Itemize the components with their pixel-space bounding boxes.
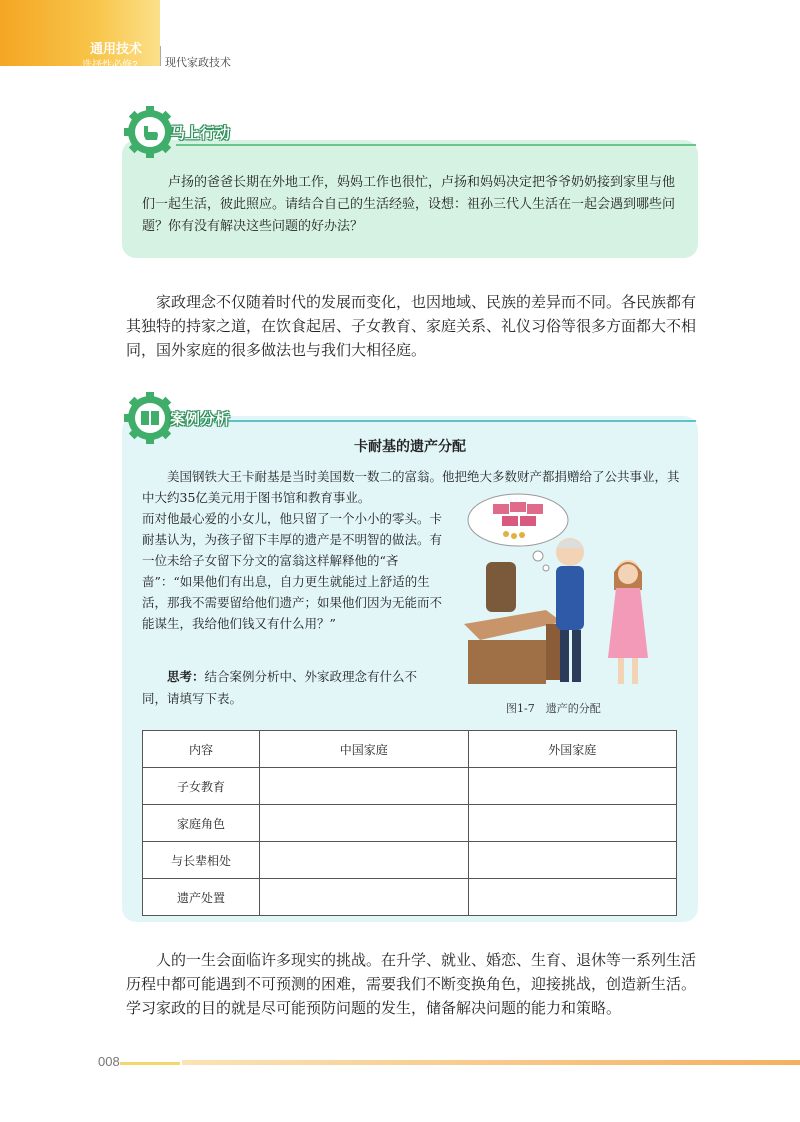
book-title: 通用技术 bbox=[90, 41, 143, 56]
figure-caption: 图1-7 遗产的分配 bbox=[506, 702, 601, 715]
comparison-table bbox=[142, 730, 677, 916]
case-title: 卡耐基的遗产分配 bbox=[354, 438, 466, 454]
case-section-title: 案例分析 bbox=[170, 410, 231, 428]
row-label: 子女教育 bbox=[143, 768, 260, 805]
volume-label: 选择性必修2 bbox=[82, 60, 138, 71]
action-title-underline bbox=[176, 144, 696, 146]
action-text: 卢扬的爸爸长期在外地工作，妈妈工作也很忙，卢扬和妈妈决定把爷爷奶奶接到家里与他们一起生活，彼此照应。请结合自己的生活经验，设想：祖孙三代人生活在一起会遇到哪些问题？你有没有解决这些问题的好办法？ bbox=[142, 175, 676, 234]
foreign-cell[interactable] bbox=[468, 842, 677, 879]
think-label: 思考： bbox=[167, 670, 205, 684]
body-paragraph-1: 家政理念不仅随着时代的发展而变化，也因地域、民族的差异而不同。各民族都有其独特的持家之道，在饮食起居、子女教育、家庭关系、礼仪习俗等很多方面都大不相同，国外家庭的很多做法也与我们大相径庭。 bbox=[126, 293, 697, 359]
table-row bbox=[143, 805, 677, 842]
think-prompt bbox=[142, 666, 442, 709]
foreign-cell[interactable] bbox=[468, 768, 677, 805]
action-badge bbox=[122, 104, 230, 160]
case-title-underline bbox=[176, 420, 696, 422]
table-row bbox=[143, 768, 677, 805]
foreign-cell[interactable] bbox=[468, 879, 677, 916]
footer-accent bbox=[120, 1062, 180, 1065]
inheritance-illustration bbox=[458, 490, 670, 698]
row-label: 与长辈相处 bbox=[143, 842, 260, 879]
china-cell[interactable] bbox=[260, 842, 469, 879]
body-paragraph-2: 人的一生会面临许多现实的挑战。在升学、就业、婚恋、生育、退休等一系列生活历程中都可能遇到不可预测的困难，需要我们不断变换角色，迎接挑战，创造新生活。学习家政的目的就是尽可能预防问题的发生，储备解决问题的能力和策略。 bbox=[126, 951, 697, 1017]
case-paragraph-1: 美国钢铁大王卡耐基是当时美国数一数二的富翁。他把绝大多数财产都捐赠给了公共事业，其中大约35亿美元用于图书馆和教育事业。 bbox=[142, 469, 680, 505]
table-row bbox=[143, 842, 677, 879]
header-divider bbox=[160, 46, 161, 66]
row-label: 遗产处置 bbox=[143, 879, 260, 916]
col-header-china: 中国家庭 bbox=[260, 731, 469, 768]
case-paragraph-2: 而对他最心爱的小女儿，他只留了一个小小的零头。卡耐基认为，为孩子留下丰厚的遗产是不明智的做法。有一位未给子女留下分文的富翁这样解释他的“吝啬”：“如果他们有出息，自力更生就能过上舒适的生活，那我不需要留给他们遗产；如果他们因为无能而不能谋生，我给他们钱又有什么用？” bbox=[142, 511, 443, 631]
action-title: 马上行动 bbox=[170, 124, 231, 142]
footer-bar bbox=[182, 1060, 800, 1065]
page-number: 008 bbox=[98, 1054, 120, 1069]
china-cell[interactable] bbox=[260, 879, 469, 916]
china-cell[interactable] bbox=[260, 768, 469, 805]
chapter-title: 现代家政技术 bbox=[165, 57, 231, 69]
china-cell[interactable] bbox=[260, 805, 469, 842]
table-header-row bbox=[143, 731, 677, 768]
think-text: 结合案例分析中、外家政理念有什么不同，请填写下表。 bbox=[142, 669, 418, 706]
col-header-foreign: 外国家庭 bbox=[468, 731, 677, 768]
foreign-cell[interactable] bbox=[468, 805, 677, 842]
table-row bbox=[143, 879, 677, 916]
row-label: 家庭角色 bbox=[143, 805, 260, 842]
col-header-content: 内容 bbox=[143, 731, 260, 768]
